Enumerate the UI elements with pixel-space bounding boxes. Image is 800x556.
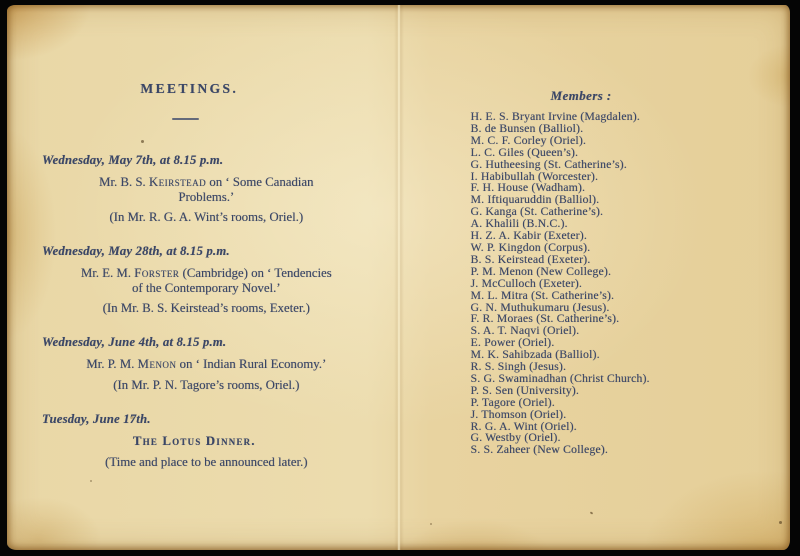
meeting-entry-1 bbox=[35, 153, 384, 225]
member-line: R. G. A. Wint (Oriel). bbox=[470, 419, 577, 433]
member-line: G. Hutheesing (St. Catherine’s). bbox=[470, 157, 627, 171]
speaker-prefix: Mr. P. M. bbox=[86, 357, 138, 372]
meetings-heading: MEETINGS. bbox=[140, 81, 239, 96]
member-line: H. E. S. Bryant Irvine (Magdalen). bbox=[470, 110, 640, 123]
member-line: R. S. Singh (Jesus). bbox=[470, 360, 567, 374]
member-line: J. Thomson (Oriel). bbox=[470, 407, 567, 421]
members-list bbox=[471, 111, 791, 456]
heading-rule bbox=[172, 118, 199, 120]
meeting-date: Wednesday, May 28th, at 8.15 p.m. bbox=[42, 244, 230, 259]
member-line: M. Iftiquaruddin (Balliol). bbox=[470, 193, 600, 207]
member-line: M. L. Mitra (St. Catherine’s). bbox=[470, 288, 615, 302]
talk-title-line2: Problems.’ bbox=[178, 189, 235, 204]
member-line: I. Habibullah (Worcester). bbox=[470, 169, 599, 183]
member-line: G. Westby (Oriel). bbox=[470, 431, 561, 445]
member-line: F. R. Moraes (St. Catherine’s). bbox=[470, 312, 620, 326]
meeting-venue: (In Mr. R. G. A. Wint’s rooms, Oriel.) bbox=[109, 210, 304, 225]
meeting-venue: (In Mr. P. N. Tagore’s rooms, Oriel.) bbox=[113, 377, 300, 392]
member-line: A. Khalili (B.N.C.). bbox=[470, 217, 568, 231]
meeting-date: Wednesday, May 7th, at 8.15 p.m. bbox=[42, 153, 224, 167]
meeting-venue: (In Mr. B. S. Keirstead’s rooms, Exeter.) bbox=[102, 301, 310, 316]
talk-title-line1: on ‘ Some Canadian bbox=[206, 175, 314, 189]
booklet-spread bbox=[7, 5, 790, 550]
meeting-date: Wednesday, June 4th, at 8.15 p.m. bbox=[42, 335, 227, 350]
dinner-title: The Lotus Dinner. bbox=[132, 433, 256, 448]
talk-title-line1: on ‘ Indian Rural Economy.’ bbox=[176, 357, 327, 372]
meeting-date: Tuesday, June 17th. bbox=[42, 411, 151, 426]
meeting-entry-3 bbox=[35, 335, 384, 393]
member-line: B. S. Keirstead (Exeter). bbox=[470, 252, 591, 266]
member-line: G. Kanga (St. Catherine’s). bbox=[470, 205, 604, 219]
member-line: L. C. Giles (Queen’s). bbox=[470, 145, 579, 159]
right-page bbox=[399, 5, 791, 550]
member-line: S. S. Zaheer (New College). bbox=[470, 443, 608, 457]
member-line: S. A. T. Naqvi (Oriel). bbox=[470, 324, 580, 338]
meeting-entry-4 bbox=[35, 412, 384, 470]
speaker-name: Menon bbox=[137, 357, 177, 372]
speaker-prefix: Mr. B. S. bbox=[99, 175, 149, 189]
meeting-talk bbox=[35, 357, 378, 372]
member-line: W. P. Kingdon (Corpus). bbox=[470, 240, 591, 254]
speaker-name: Forster bbox=[134, 266, 180, 281]
member-line: J. McCulloch (Exeter). bbox=[470, 276, 583, 290]
left-page bbox=[7, 5, 399, 550]
member-line: F. H. House (Wadham). bbox=[470, 181, 586, 195]
meeting-talk bbox=[35, 175, 378, 204]
member-line: M. K. Sahibzada (Balliol). bbox=[470, 348, 600, 362]
talk-title-line1: (Cambridge) on ‘ Tendencies bbox=[179, 266, 332, 281]
member-line: S. G. Swaminadhan (Christ Church). bbox=[470, 371, 650, 385]
member-line: E. Power (Oriel). bbox=[470, 336, 555, 350]
speaker-name: Keirstead bbox=[148, 175, 207, 189]
meeting-venue: (Time and place to be announced later.) bbox=[105, 454, 308, 469]
member-line: B. de Bunsen (Balliol). bbox=[470, 121, 584, 135]
member-line: P. M. Menon (New College). bbox=[470, 264, 612, 278]
talk-title-line2: of the Contemporary Novel.’ bbox=[131, 280, 281, 295]
meeting-entry-2 bbox=[35, 244, 384, 316]
member-line: P. Tagore (Oriel). bbox=[470, 395, 555, 409]
member-line: P. S. Sen (University). bbox=[470, 383, 579, 397]
member-line: G. N. Muthukumaru (Jesus). bbox=[470, 300, 610, 314]
speaker-prefix: Mr. E. M. bbox=[80, 266, 135, 281]
meeting-talk bbox=[35, 266, 378, 295]
member-line: H. Z. A. Kabir (Exeter). bbox=[470, 229, 587, 243]
members-heading: Members : bbox=[550, 88, 612, 103]
member-line: M. C. F. Corley (Oriel). bbox=[470, 133, 587, 147]
